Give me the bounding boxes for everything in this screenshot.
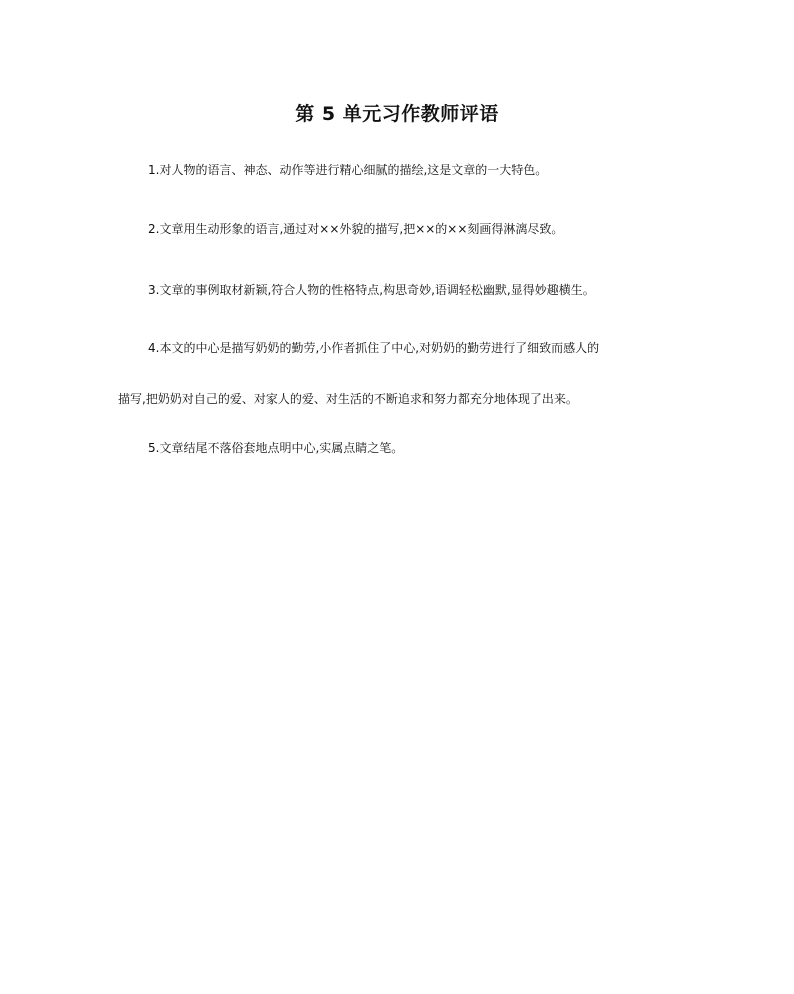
comment-item-1 — [118, 145, 678, 196]
comment-text-line-1: 4.本文的中心是描写奶奶的勤劳,小作者抓住了中心,对奶奶的勤劳进行了细致而感人的 — [148, 341, 600, 355]
comment-item-3 — [118, 265, 678, 316]
comment-text-line-2: 描写,把奶奶对自己的爱、对家人的爱、对生活的不断追求和努力都充分地体现了出来。 — [118, 392, 578, 406]
comment-text: 5.文章结尾不落俗套地点明中心,实属点睛之笔。 — [148, 441, 404, 455]
comment-item-2 — [118, 204, 678, 255]
comment-text: 1.对人物的语言、神态、动作等进行精心细腻的描绘,这是文章的一大特色。 — [148, 163, 548, 177]
comment-text: 2.文章用生动形象的语言,通过对××外貌的描写,把××的××刻画得淋漓尽致。 — [148, 222, 564, 236]
comment-item-4 — [118, 323, 678, 425]
comment-item-5 — [118, 423, 678, 474]
document-title: 第 5 单元习作教师评语 — [295, 103, 499, 125]
comment-text: 3.文章的事例取材新颖,符合人物的性格特点,构思奇妙,语调轻松幽默,显得妙趣横生。 — [148, 283, 595, 297]
